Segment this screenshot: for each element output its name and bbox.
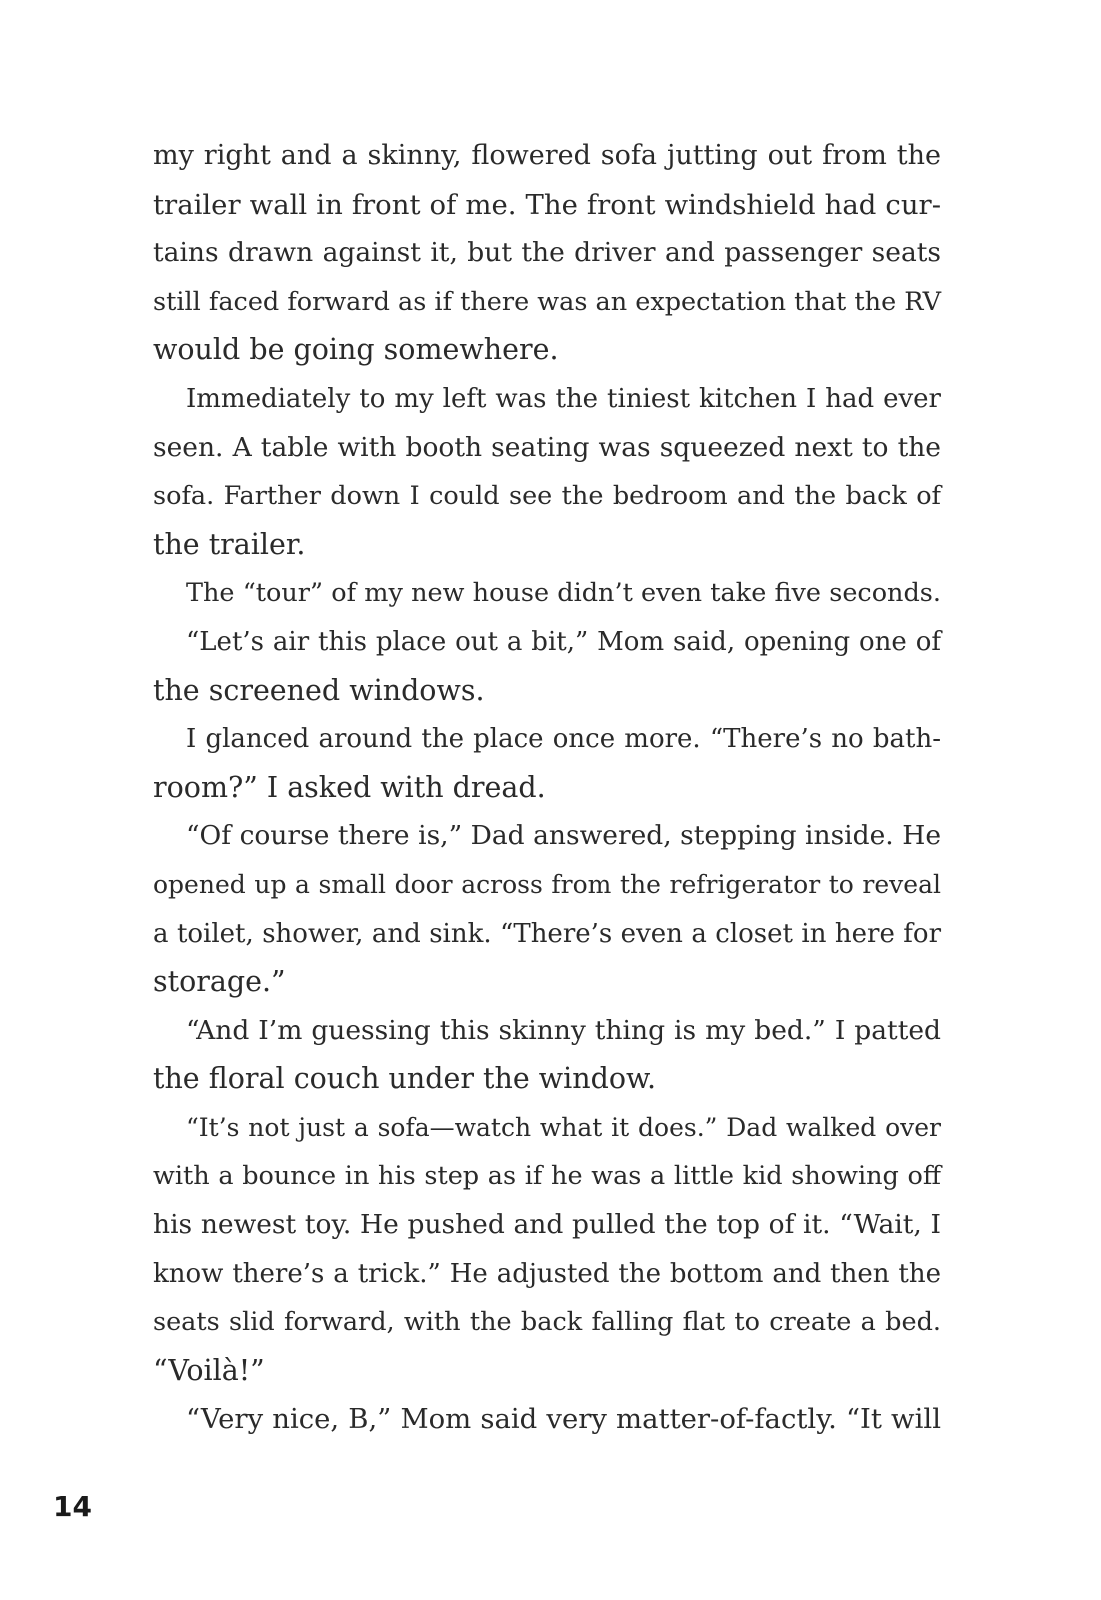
text-line: still faced forward as if there was an expectation that the RV: [153, 286, 941, 317]
text-line: the floral couch under the window.: [153, 1062, 657, 1096]
text-line: seen. A table with booth seating was squeezed next to the: [153, 431, 941, 463]
text-line: I glanced around the place once more. “There’s no bath-: [186, 724, 941, 755]
text-line: “Of course there is,” Dad answered, stepping inside. He: [186, 820, 941, 852]
text-line: his newest toy. He pushed and pulled the top of it. “Wait, I: [153, 1209, 941, 1241]
text-line: “It’s not just a sofa—watch what it does.” Dad walked over: [186, 1112, 941, 1142]
text-line: “Let’s air this place out a bit,” Mom said, opening one of: [186, 626, 941, 657]
text-line: storage.”: [153, 965, 286, 999]
text-line: The “tour” of my new house didn’t even take five seconds.: [186, 578, 941, 609]
text-line: the trailer.: [153, 527, 306, 561]
text-line: know there’s a trick.” He adjusted the bottom and then the: [153, 1258, 941, 1289]
text-line: would be going somewhere.: [153, 333, 559, 367]
text-line: with a bounce in his step as if he was a little kid showing off: [153, 1161, 941, 1192]
text-line: my right and a skinny, flowered sofa jutting out from the: [153, 140, 941, 171]
text-line: opened up a small door across from the refrigerator to reveal: [153, 869, 941, 899]
page-number: 14: [53, 1490, 92, 1523]
text-line: tains drawn against it, but the driver and passenger seats: [153, 237, 941, 269]
text-line: the screened windows.: [153, 673, 485, 707]
text-line: “Voilà!”: [153, 1353, 265, 1387]
text-line: “And I’m guessing this skinny thing is my bed.” I patted: [186, 1014, 941, 1046]
text-line: Immediately to my left was the tiniest kitchen I had ever: [186, 383, 941, 414]
text-line: a toilet, shower, and sink. “There’s even a closet in here for: [153, 918, 941, 949]
text-line: trailer wall in front of me. The front windshield had cur-: [153, 188, 941, 221]
body-text: [153, 132, 941, 1444]
text-line: sofa. Farther down I could see the bedroom and the back of: [153, 481, 941, 512]
text-line: seats slid forward, with the back falling flat to create a bed.: [153, 1307, 941, 1338]
text-line: “Very nice, B,” Mom said very matter-of-factly. “It will: [186, 1403, 941, 1436]
text-line: room?” I asked with dread.: [153, 770, 546, 804]
